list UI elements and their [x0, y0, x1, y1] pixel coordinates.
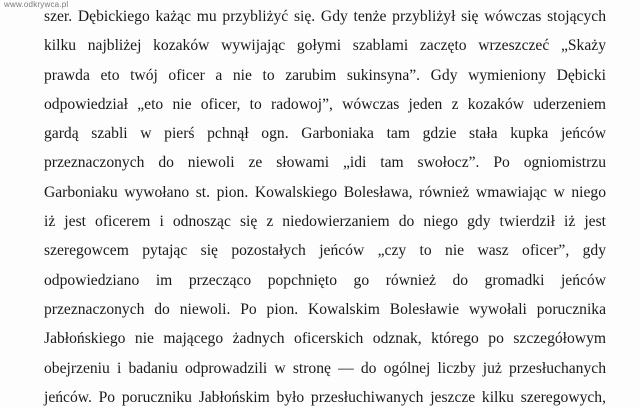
site-watermark: www.odkrywca.pl: [4, 0, 69, 9]
text-line: iż jest oficerem i odnosząc się z niedowierzaniem do niego gdy twierdził iż jest: [44, 213, 606, 231]
text-line: szer. Dębickiego każąc mu przybliżyć się. Gdy tenże przybliżył się wówczas stojących: [44, 8, 606, 25]
text-line: przeznaczonych do niewoli ze słowami „idi tam swołocz”. Po ogniomistrzu: [44, 154, 606, 172]
text-line: Jabłońskiego nie mającego żadnych oficerskich odznak, którego po szczegółowym: [44, 330, 606, 348]
text-line: gardą szabli w pierś pchnął ogn. Garboniaka tam gdzie stała kupka jeńców: [44, 125, 606, 143]
text-line: odpowiedziano im przecząco popchnięto go również do gromadki jeńców: [44, 271, 606, 289]
text-line: obejrzeniu i badaniu odprowadzili w stronę — do ogólnej liczby już przesłuchanych: [44, 359, 606, 377]
document-text: [44, 2, 606, 412]
text-line: przeznaczonych do niewoli. Po pion. Kowalskim Bolesławie wywołali porucznika: [44, 300, 606, 318]
text-line: szeregowcem pytając się pozostałych jeńców „czy to nie wasz oficer”, gdy: [44, 242, 606, 260]
text-line: Garboniaku wywołano st. pion. Kowalskiego Bolesława, również wmawiając w niego: [44, 183, 606, 201]
text-line: jeńców. Po poruczniku Jabłońskim było przesłuchiwanych jeszcze kilku szeregowych,: [44, 388, 606, 406]
text-line: prawda eto twój oficer a nie to zarubim sukinsyna”. Gdy wymieniony Dębicki: [44, 66, 606, 84]
text-line: odpowiedział „eto nie oficer, to radowoj”, wówczas jeden z kozaków uderzeniem: [44, 95, 606, 113]
text-line: kilku najbliżej kozaków wywijając gołymi szablami zaczęto wrzeszczeć „Skaży: [44, 37, 606, 55]
